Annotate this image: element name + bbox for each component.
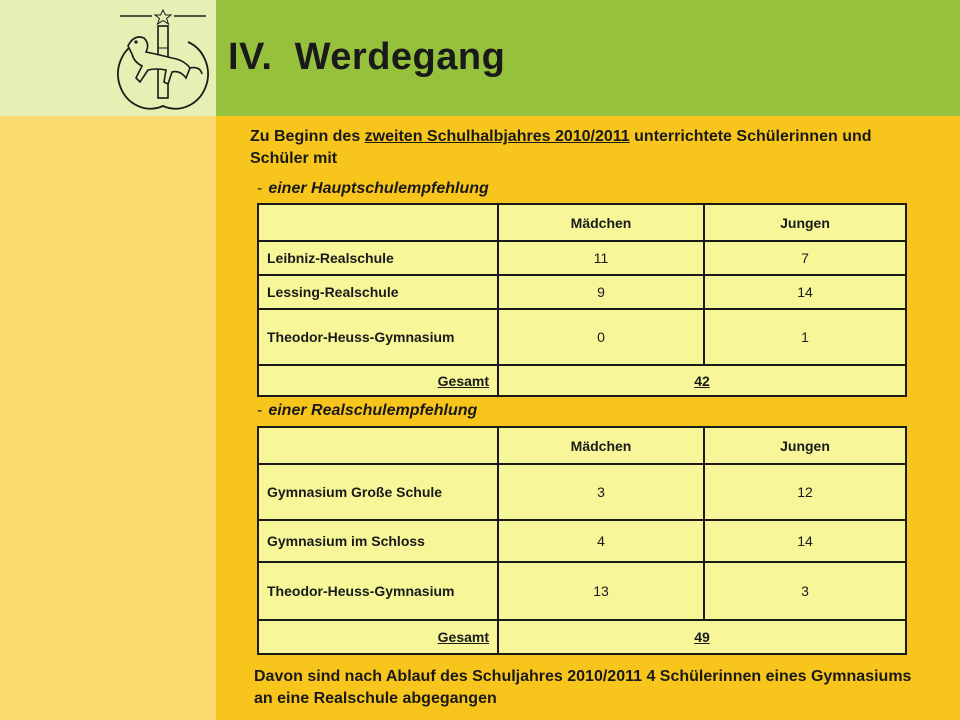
table-row — [258, 562, 906, 620]
school-name: Theodor-Heuss-Gymnasium — [258, 309, 498, 365]
table-total-row — [258, 365, 906, 396]
school-name: Leibniz-Realschule — [258, 241, 498, 275]
table-header-row — [258, 427, 906, 464]
section2-heading: einer Realschulempfehlung — [268, 402, 478, 419]
school-name: Theodor-Heuss-Gymnasium — [258, 562, 498, 620]
table-hauptschulempfehlung — [257, 203, 907, 397]
intro-after: unterrichtete Schülerinnen und Schüler mit — [250, 128, 872, 167]
section2-heading-line — [257, 402, 477, 420]
header-girls: Mädchen — [498, 427, 704, 464]
girls-count: 0 — [498, 309, 704, 365]
section1-heading: einer Hauptschulempfehlung — [268, 180, 489, 197]
total-value: 49 — [498, 620, 906, 654]
table-row — [258, 275, 906, 309]
horse-emblem-logo — [116, 8, 210, 112]
intro-underlined: zweiten Schulhalbjahres 2010/2011 — [364, 128, 630, 145]
table-row — [258, 520, 906, 562]
girls-count: 3 — [498, 464, 704, 520]
section2-dash: - — [257, 402, 263, 419]
sidebar-bottom-panel — [0, 116, 216, 720]
total-label: Gesamt — [258, 365, 498, 396]
girls-count: 13 — [498, 562, 704, 620]
table-row — [258, 309, 906, 365]
boys-count: 12 — [704, 464, 906, 520]
section1-dash: - — [257, 180, 263, 197]
header-boys: Jungen — [704, 427, 906, 464]
school-name: Lessing-Realschule — [258, 275, 498, 309]
header-boys: Jungen — [704, 204, 906, 241]
school-name: Gymnasium Große Schule — [258, 464, 498, 520]
girls-count: 11 — [498, 241, 704, 275]
boys-count: 1 — [704, 309, 906, 365]
school-name: Gymnasium im Schloss — [258, 520, 498, 562]
section1-heading-line — [257, 180, 489, 198]
boys-count: 14 — [704, 275, 906, 309]
intro-text — [250, 126, 930, 170]
boys-count: 3 — [704, 562, 906, 620]
header-empty-cell — [258, 204, 498, 241]
girls-count: 4 — [498, 520, 704, 562]
intro-before: Zu Beginn des — [250, 128, 365, 145]
header-empty-cell — [258, 427, 498, 464]
girls-count: 9 — [498, 275, 704, 309]
header-girls: Mädchen — [498, 204, 704, 241]
outro-text: Davon sind nach Ablauf des Schuljahres 2010/2011 4 Schülerinnen eines Gymnasiums an eine Realschule abgegangen — [254, 668, 912, 707]
table-total-row — [258, 620, 906, 654]
table-header-row — [258, 204, 906, 241]
boys-count: 14 — [704, 520, 906, 562]
table-realschulempfehlung — [257, 426, 907, 655]
table-row — [258, 464, 906, 520]
table-row — [258, 241, 906, 275]
boys-count: 7 — [704, 241, 906, 275]
total-label: Gesamt — [258, 620, 498, 654]
page-title: IV. Werdegang — [228, 36, 506, 78]
total-value: 42 — [498, 365, 906, 396]
